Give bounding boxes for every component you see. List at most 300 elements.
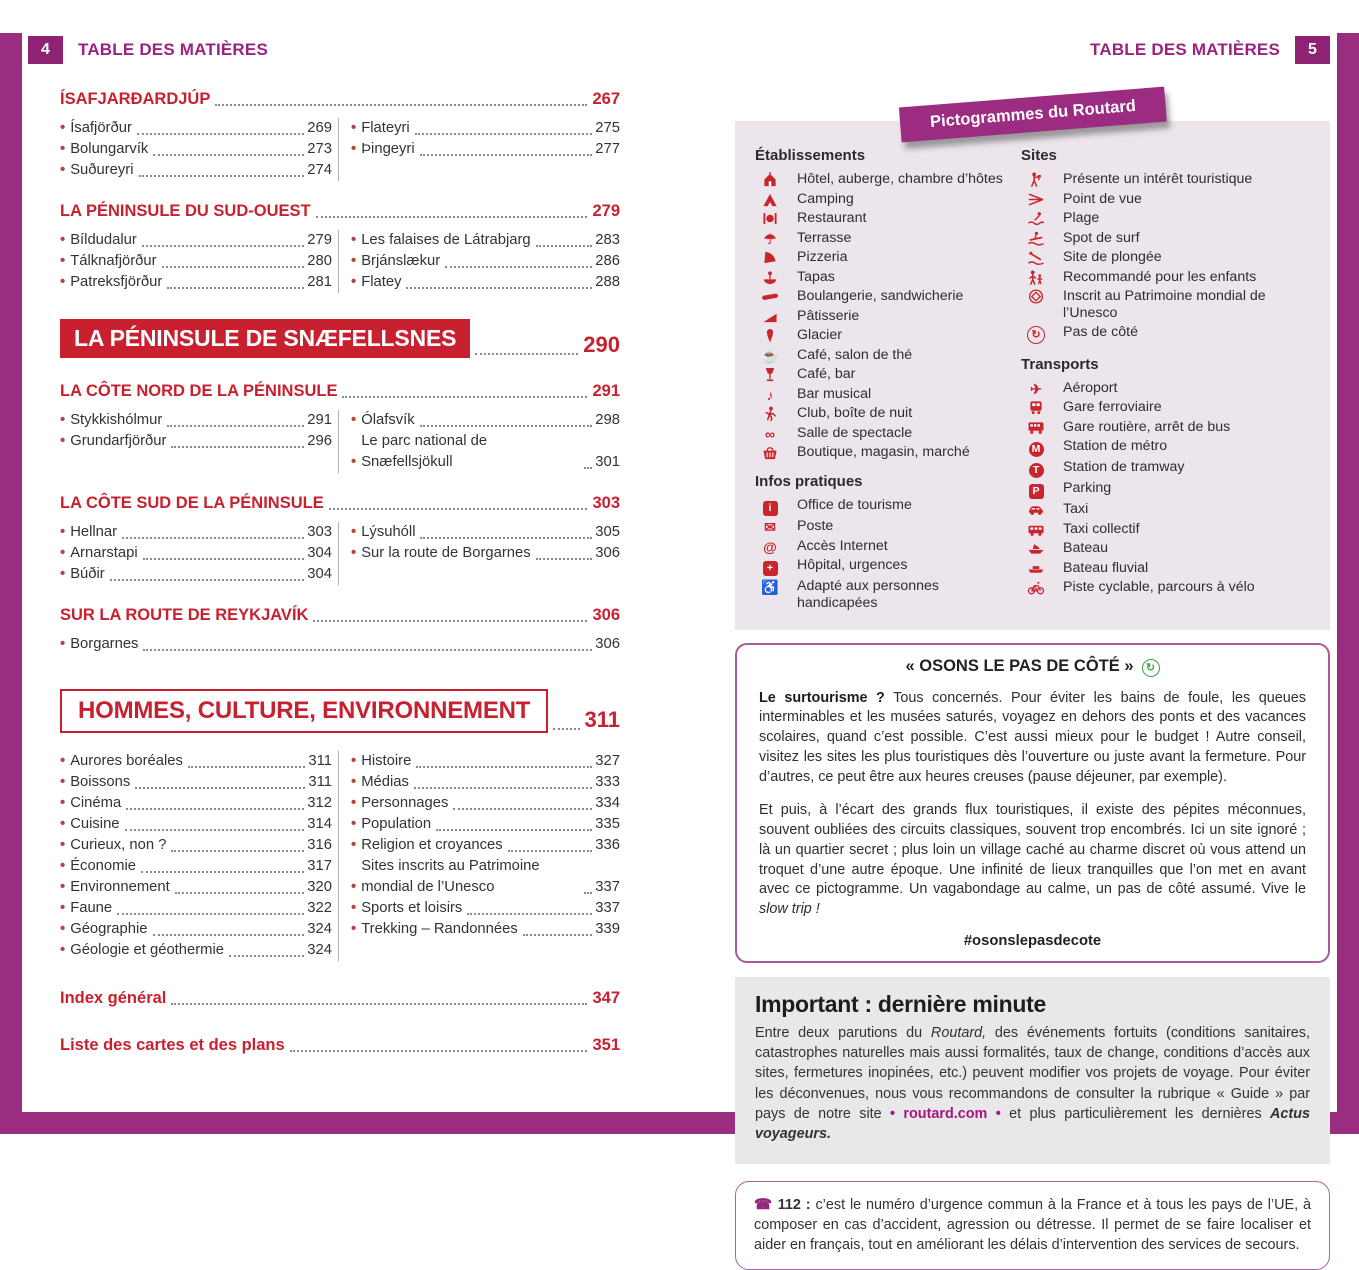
toc-section-hommes-culture — [60, 689, 620, 733]
osons-paragraph-1: Le surtourisme ? Tous concernés. Pour éviter les bains de foule, les queues interminables et les musées saturés, voyagez en dehors des ponts et des vacances scolaires, quand c’est possible. C’est aussi mieux pour le budget ! Autre conseil, visitez les sites les plus touristiques dès l’ouverture ou juste avant la fermeture. Pour d’autres, ce peut être aux heures creuses (pause déjeuner, par exemple). — [759, 689, 1307, 785]
routard-italic: Routard, — [930, 1025, 987, 1042]
toc-entry-label: • Environnement — [70, 879, 170, 895]
toc-section-heading[interactable] — [60, 606, 620, 625]
toc-entry[interactable] — [60, 431, 332, 452]
legend-group-header: Infos pratiques — [755, 473, 863, 490]
toc-entry-label: • Ísafjörður — [70, 120, 132, 136]
toc-column-1 — [60, 118, 338, 181]
legend-label: Station de métro — [1063, 438, 1168, 454]
toc-entry-page: 339 — [595, 921, 620, 937]
legend-label: Parking — [1063, 480, 1112, 496]
legend-label: Poste — [797, 518, 834, 534]
legend-row — [755, 327, 1013, 344]
dotted-leader — [167, 287, 304, 289]
legend-group-header: Sites — [1021, 147, 1057, 164]
dotted-leader — [143, 558, 305, 560]
emergency-number: 112 : — [777, 1197, 811, 1214]
toc-section-cote-nord — [60, 382, 620, 473]
toc-entry-page: 334 — [595, 795, 620, 811]
toc-section-page: 291 — [592, 382, 620, 400]
toc-entry-label: • Personnages — [361, 795, 449, 811]
toc-entry-page: 306 — [595, 636, 620, 652]
toc-entry[interactable] — [351, 431, 620, 473]
toc-entry-label: • Tálknafjörður — [70, 253, 157, 269]
toc-entry[interactable] — [351, 835, 620, 856]
toc-entry[interactable] — [351, 793, 620, 814]
dotted-leader — [137, 133, 304, 135]
toc-entry[interactable] — [351, 522, 620, 543]
legend-row — [755, 191, 1013, 208]
toc-entry[interactable] — [60, 522, 332, 543]
toc-entry-label: • Histoire — [361, 753, 412, 769]
toc-column-1 — [60, 522, 338, 585]
toc-entry[interactable] — [351, 919, 620, 940]
bike-icon — [1021, 580, 1051, 596]
legend-row — [1021, 459, 1312, 478]
toc-entry-label: • Curieux, non ? — [70, 837, 167, 853]
toc-entry[interactable] — [60, 634, 620, 655]
toc-entry-page: 286 — [595, 253, 620, 269]
unesco-icon — [1021, 289, 1051, 305]
toc-entry-page: 322 — [307, 900, 332, 916]
pictograms-legend-panel — [735, 96, 1330, 630]
legend-label: Salle de spectacle — [797, 424, 913, 441]
legend-row — [1021, 521, 1312, 538]
toc-section-isafjardardjup — [60, 90, 620, 181]
dotted-leader — [171, 850, 304, 852]
toc-entry-page: 306 — [595, 545, 620, 561]
legend-row — [755, 538, 1013, 555]
toc-section-snaefellsnes — [60, 319, 620, 358]
page-title: TABLE DES MATIÈRES — [78, 40, 268, 59]
toc-section-title-banner: LA PÉNINSULE DE SNÆFELLSNES — [60, 319, 470, 358]
toc-entry-page: 304 — [307, 545, 332, 561]
pastry-icon — [755, 309, 785, 325]
legend-label: Hôpital, urgences — [797, 557, 908, 573]
toc-section-title: Liste des cartes et des plans — [60, 1036, 285, 1054]
toc-section-hommes-entries — [60, 751, 620, 961]
phone-icon: ☎ — [754, 1197, 773, 1214]
post-icon: ✉ — [764, 519, 776, 535]
legend-row — [1021, 191, 1312, 208]
toc-entry-label: • Géologie et géothermie — [70, 942, 225, 958]
toc-entry-page: 283 — [595, 232, 620, 248]
toc-section-title: SUR LA ROUTE DE REYKJAVÍK — [60, 606, 309, 624]
toc-entry-label: • Brjánslækur — [361, 253, 441, 269]
dotted-leader — [316, 216, 588, 218]
emergency-body: ☎ 112 : c’est le numéro d’urgence commun à la France et à tous les pays de l’UE, à composer en cas d’accident, agression ou détresse. Il permet de se faire localiser et aider en français, tout en améliorant les délais d’intervention des services de secours. — [754, 1197, 1311, 1254]
legend-row — [755, 347, 1013, 364]
legend-row — [755, 557, 1013, 576]
legend-label: Camping — [797, 190, 854, 207]
toc-section-page: 267 — [592, 90, 620, 108]
toc-entry[interactable] — [351, 856, 620, 898]
dotted-leader — [143, 649, 592, 651]
toc-entry-page: 279 — [307, 232, 332, 248]
dotted-leader — [584, 892, 592, 894]
toc-entry[interactable] — [351, 898, 620, 919]
legend-label: Pas de côté — [1063, 323, 1138, 340]
sidestep-icon: ↻ — [1021, 325, 1051, 344]
legend-label: Station de tramway — [1063, 459, 1185, 475]
toc-entry-label: • Bolungarvík — [70, 141, 149, 157]
toc-entry[interactable] — [60, 814, 332, 835]
dotted-leader — [420, 537, 592, 539]
toc-column-1 — [60, 751, 338, 961]
legend-label: Spot de surf — [1063, 229, 1140, 246]
legend-label: Gare ferroviaire — [1063, 399, 1162, 415]
toc-entry-label: • Boissons — [70, 774, 131, 790]
toc-column-2 — [338, 751, 620, 961]
tourist-interest-icon — [1021, 172, 1051, 188]
legend-row — [1021, 230, 1312, 247]
dotted-leader — [125, 829, 305, 831]
dotted-leader — [153, 934, 305, 936]
legend-group-transports — [1021, 380, 1312, 597]
toc-column-1 — [60, 410, 338, 473]
viewpoint-icon — [1021, 192, 1051, 208]
toc-entry-label: • Flateyri — [361, 120, 410, 136]
toc-section-cote-sud — [60, 494, 620, 585]
dotted-leader — [153, 154, 304, 156]
dotted-leader — [523, 934, 593, 936]
legend-label: Glacier — [797, 327, 842, 343]
toc-entry[interactable] — [60, 772, 332, 793]
toc-entry[interactable] — [351, 772, 620, 793]
osons-lead: Le surtourisme ? — [759, 689, 885, 706]
toc-entry-label: • Sur la route de Borgarnes — [361, 545, 531, 561]
dotted-leader — [188, 766, 306, 768]
legend-label: Pizzeria — [797, 249, 848, 265]
hospital-icon: + — [755, 558, 785, 576]
dotted-leader — [126, 808, 304, 810]
dotted-leader — [135, 787, 305, 789]
restaurant-icon — [755, 211, 785, 227]
legend-row — [755, 386, 1013, 403]
toc-section-heading[interactable] — [60, 989, 620, 1008]
toc-entry[interactable] — [60, 877, 332, 898]
legend-label: Inscrit au Patrimoine mondial de l’Unesco — [1063, 288, 1266, 321]
dotted-leader — [414, 787, 592, 789]
legend-label: Restaurant — [797, 210, 867, 226]
surf-icon — [1021, 231, 1051, 247]
dotted-leader — [167, 425, 304, 427]
dotted-leader — [467, 913, 592, 915]
toc-index-general — [60, 989, 620, 1008]
train-station-icon — [1021, 400, 1051, 416]
bus-station-icon — [1021, 420, 1051, 436]
dotted-leader — [536, 558, 593, 560]
airport-icon: ✈ — [1030, 380, 1042, 397]
toc-entry[interactable] — [351, 751, 620, 772]
toc-entry-page: 311 — [308, 774, 332, 790]
toc-section-sud-ouest — [60, 202, 620, 293]
toc-entry[interactable] — [351, 230, 620, 251]
toc-entry[interactable] — [60, 118, 332, 139]
toc-section-heading[interactable] — [60, 689, 620, 733]
legend-label: Boutique, magasin, marché — [797, 444, 970, 460]
shared-taxi-icon — [1021, 522, 1051, 538]
toc-entry[interactable] — [60, 793, 332, 814]
legend-row — [1021, 249, 1312, 266]
toc-entry-page: 291 — [307, 412, 332, 428]
toc-entry-page: 298 — [595, 412, 620, 428]
toc-entry-page: 274 — [307, 162, 332, 178]
dotted-leader — [420, 154, 593, 156]
toc-entry-page: 305 — [595, 524, 620, 540]
legend-row — [1021, 419, 1312, 436]
dotted-leader — [536, 245, 593, 247]
legend-label: Taxi — [1063, 501, 1089, 517]
page-number-badge: 5 — [1295, 36, 1330, 64]
legend-row — [755, 425, 1013, 442]
toc-entry[interactable] — [60, 272, 332, 293]
bar-icon — [755, 367, 785, 383]
toc-entry-page: 281 — [307, 274, 332, 290]
legend-row — [755, 171, 1013, 188]
toc-entry-page: 273 — [307, 141, 332, 157]
toc-entry[interactable] — [351, 543, 620, 564]
internet-icon: @ — [763, 538, 777, 555]
toc-column-2 — [338, 230, 620, 293]
bakery-icon — [755, 289, 785, 305]
toc-section-heading[interactable] — [60, 382, 620, 401]
toc-entry-page: 336 — [595, 837, 620, 853]
legend-row — [755, 366, 1013, 383]
page-right-header — [735, 36, 1330, 64]
nightclub-icon — [755, 406, 785, 422]
toc-entry-label: • Suðureyri — [70, 162, 134, 178]
toc-entry-page: 335 — [595, 816, 620, 832]
toc-entry-page: 324 — [307, 921, 332, 937]
toc-entry-label: • Aurores boréales — [70, 753, 183, 769]
toc-entry-page: 314 — [307, 816, 332, 832]
toc-entry-label: • Arnarstapi — [70, 545, 138, 561]
legend-label: Café, bar — [797, 366, 856, 382]
toc-entry[interactable] — [351, 118, 620, 139]
theater-icon: ∞ — [765, 425, 775, 442]
tram-icon: T — [1021, 460, 1051, 478]
legend-label: Bar musical — [797, 385, 872, 402]
legend-row — [1021, 540, 1312, 557]
osons-title-row — [759, 657, 1306, 677]
toc-section-title: LA CÔTE NORD DE LA PÉNINSULE — [60, 382, 338, 400]
toc-entry[interactable] — [60, 564, 332, 585]
toc-section-title: LA CÔTE SUD DE LA PÉNINSULE — [60, 494, 324, 512]
dotted-leader — [313, 620, 587, 622]
dotted-leader — [142, 245, 304, 247]
routard-site-link[interactable]: routard.com — [903, 1105, 988, 1122]
toc-section-heading[interactable] — [60, 202, 620, 221]
toc-section-page: 351 — [592, 1036, 620, 1054]
toc-entry-label: • Þingeyri — [361, 141, 415, 157]
toc-entry-page: 296 — [307, 433, 332, 449]
toc-entry-page: 269 — [307, 120, 332, 136]
toc-liste-cartes — [60, 1036, 620, 1055]
toc-entry-label: • Búðir — [70, 566, 105, 582]
legend-label: Pâtisserie — [797, 307, 860, 324]
toc-entry[interactable] — [351, 251, 620, 272]
important-body: Entre deux parutions du Routard, des événements fortuits (conditions sanitaires, catastrophes naturelles mais aussi formalités, taux de change, conditions d’accès aux sites, fermetures inopinées, etc.) peuvent modifier vos projets de voyage. Pour éviter les déconvenues, nous vous recommandons de consulter la rubrique « Guide » par pays de notre site • routard.com • et plus particulièrement les dernières Actus voyageurs. — [755, 1025, 1310, 1142]
toc-section-title-outlined: HOMMES, CULTURE, ENVIRONNEMENT — [60, 689, 548, 733]
dotted-leader — [508, 850, 593, 852]
dotted-leader — [342, 396, 587, 398]
toc-entry-page: 320 — [307, 879, 332, 895]
toc-entry-page: 327 — [595, 753, 620, 769]
dotted-leader — [329, 508, 588, 510]
toc-entry[interactable] — [351, 139, 620, 160]
legend-group-header: Transports — [1021, 355, 1099, 373]
dotted-leader — [110, 579, 305, 581]
toc-entry[interactable] — [60, 940, 332, 961]
parking-icon: P — [1021, 481, 1051, 499]
beach-icon — [1021, 211, 1051, 227]
legend-row — [1021, 288, 1312, 321]
boat-icon — [1021, 541, 1051, 557]
toc-section-heading[interactable] — [60, 1036, 620, 1055]
left-page-edge-bar — [0, 33, 22, 1112]
toc-section-heading[interactable] — [60, 494, 620, 513]
toc-entry-page: 280 — [307, 253, 332, 269]
dotted-leader — [141, 871, 304, 873]
toc-entry-label: • Borgarnes — [70, 636, 139, 652]
toc-entry-label: • Ólafsvík — [361, 412, 415, 428]
osons-italic: slow trip ! — [759, 901, 820, 918]
toc-section-page: 279 — [592, 202, 620, 220]
toc-column-1 — [60, 230, 338, 293]
toc-entry[interactable] — [60, 160, 332, 181]
dotted-leader — [229, 955, 304, 957]
legend-label: Hôtel, auberge, chambre d’hôtes — [797, 171, 1003, 187]
kids-icon — [1021, 270, 1051, 286]
tapas-icon — [755, 270, 785, 286]
legend-row — [755, 308, 1013, 325]
legend-label: Accès Internet — [797, 537, 888, 554]
toc-entry[interactable] — [351, 272, 620, 293]
toc-section-page: 311 — [584, 707, 620, 732]
toc-entry-label: • Trekking – Randonnées — [361, 921, 518, 937]
page-left — [41, 36, 620, 1072]
legend-row — [1021, 380, 1312, 397]
page-number-badge: 4 — [28, 36, 63, 64]
toc-entry-label: • Population — [361, 816, 432, 832]
toc-entry-label: • Cuisine — [70, 816, 120, 832]
legend-label: Aéroport — [1063, 379, 1118, 396]
toc-entry-page: 275 — [595, 120, 620, 136]
riverboat-icon — [1021, 561, 1051, 577]
toc-entry[interactable] — [60, 856, 332, 877]
emergency-112-box — [735, 1181, 1330, 1269]
dotted-leader — [171, 446, 304, 448]
toc-entry-label: • Géographie — [70, 921, 148, 937]
legend-label: Office de tourisme — [797, 497, 912, 513]
toc-section-heading[interactable] — [60, 319, 620, 358]
toc-section-title: ÍSAFJARÐARDJÚP — [60, 90, 211, 108]
toc-entry[interactable] — [60, 139, 332, 160]
legend-label: Recommandé pour les enfants — [1063, 268, 1257, 285]
music-bar-icon: ♪ — [766, 386, 774, 403]
osons-sidestep-box — [735, 643, 1330, 964]
toc-entry-page: 277 — [595, 141, 620, 157]
toc-entry-label: • Les falaises de Látrabjarg — [361, 232, 531, 248]
dotted-leader — [475, 353, 578, 355]
toc-entry[interactable] — [60, 919, 332, 940]
toc-section-title: LA PÉNINSULE DU SUD-OUEST — [60, 202, 311, 220]
legend-group-sites — [1021, 171, 1312, 344]
tourist-office-icon: i — [755, 498, 785, 516]
dotted-leader — [584, 467, 592, 469]
toc-entry-label: • Hellnar — [70, 524, 118, 540]
page-right — [735, 36, 1330, 1270]
legend-group-infos-pratiques — [755, 497, 1013, 611]
toc-entry[interactable] — [60, 543, 332, 564]
toc-entry-label: • Bíldudalur — [70, 232, 137, 248]
toc-entry-page: 324 — [307, 942, 332, 958]
toc-entry[interactable] — [60, 898, 332, 919]
toc-section-route-reykjavik — [60, 606, 620, 655]
osons-paragraph-2: Et puis, à l’écart des grands flux touristiques, il existe des pépites méconnues, souvent oubliées des circuits classiques, souvent trop encombrés. Ici un site ignoré ; là un quartier secret ; plus loin un village caché au charme discret où vous attend un troquet d’une autre époque. Une infinité de lieux tranquilles que l’on met en avant avec ce pictogramme. Un vagabondage au calme, un pas de côté assumé. Vive le slow trip ! — [759, 801, 1306, 918]
toc-entry-page: 312 — [307, 795, 332, 811]
toc-entry-page: 337 — [595, 900, 620, 916]
legend-label: Gare routière, arrêt de bus — [1063, 418, 1231, 435]
toc-entry[interactable] — [60, 230, 332, 251]
toc-column-2 — [338, 522, 620, 585]
toc-full-width-entries — [60, 634, 620, 655]
toc-entry-label: • Cinéma — [70, 795, 122, 811]
dotted-leader — [117, 913, 304, 915]
camping-icon — [755, 192, 785, 208]
toc-entry-label: • Sites inscrits au Patrimoine mondial de l’Unesco — [361, 858, 540, 895]
legend-label: Taxi collectif — [1063, 520, 1140, 537]
diving-icon — [1021, 250, 1051, 266]
toc-entry[interactable] — [351, 814, 620, 835]
toc-entry-label: • Médias — [361, 774, 409, 790]
legend-label: Piste cyclable, parcours à vélo — [1063, 579, 1255, 595]
dotted-leader — [171, 1003, 587, 1005]
legend-label: Terrasse — [797, 229, 852, 246]
toc-section-heading[interactable] — [60, 90, 620, 109]
legend-row — [1021, 171, 1312, 188]
toc-entry[interactable] — [60, 410, 332, 431]
toc-section-page: 290 — [583, 332, 620, 357]
toc-section-page: 306 — [592, 606, 620, 624]
toc-entry-page: 288 — [595, 274, 620, 290]
legend-label: Club, boîte de nuit — [797, 405, 913, 421]
toc-entry[interactable] — [60, 835, 332, 856]
legend-row — [1021, 501, 1312, 518]
pizzeria-icon — [755, 250, 785, 266]
dotted-leader — [406, 287, 592, 289]
dotted-leader — [162, 266, 305, 268]
toc-entry-label: • Grundarfjörður — [70, 433, 167, 449]
legend-row — [755, 230, 1013, 247]
toc-entry-page: 301 — [595, 454, 620, 470]
toc-entry-label: • Économie — [70, 858, 136, 874]
legend-row — [755, 578, 1013, 611]
toc-entry[interactable] — [60, 751, 332, 772]
toc-entry[interactable] — [60, 251, 332, 272]
dotted-leader — [175, 892, 305, 894]
toc-entry-label: • Lýsuhóll — [361, 524, 416, 540]
toc-entry-label: • Patreksfjörður — [70, 274, 163, 290]
toc-entry[interactable] — [351, 410, 620, 431]
wheelchair-icon: ♿ — [761, 579, 779, 595]
dotted-leader — [139, 175, 305, 177]
osons-hashtag: #osonslepasdecote — [963, 933, 1102, 950]
toc-section-page: 347 — [592, 989, 620, 1007]
legend-row — [1021, 560, 1312, 577]
legend-row — [1021, 579, 1312, 596]
